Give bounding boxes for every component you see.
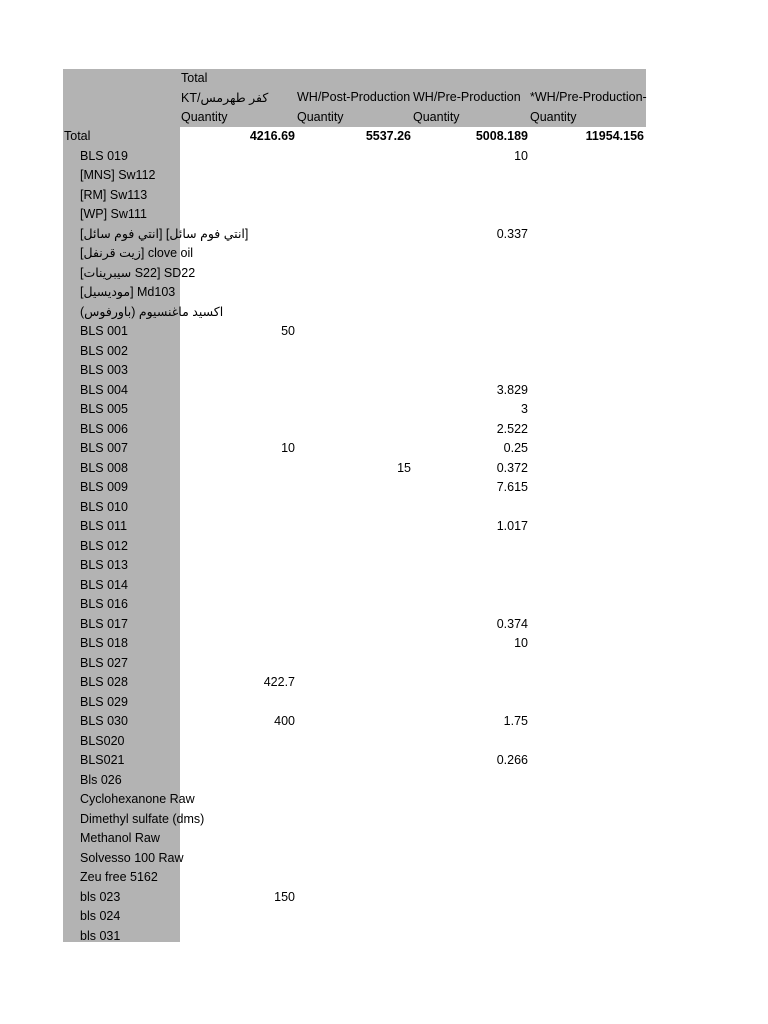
cell-col3: 0.25 xyxy=(503,441,528,455)
table-row[interactable] xyxy=(0,166,768,186)
table-row[interactable] xyxy=(0,673,768,693)
row-label: اكسيد ماغنسيوم (باورفوس) xyxy=(80,304,224,319)
row-label: BLS 010 xyxy=(80,499,128,514)
table-row[interactable] xyxy=(0,927,768,947)
table-row[interactable] xyxy=(0,361,768,381)
table-row[interactable] xyxy=(0,829,768,849)
col-header-total-kt[interactable]: Total KT/كفر طهرمس Quantity xyxy=(181,71,269,124)
row-label: Dimethyl sulfate (dms) xyxy=(80,811,205,826)
row-label: [زيت قرنفل] clove oil xyxy=(80,246,193,260)
cell-col3: 3.829 xyxy=(496,382,528,397)
cell-col3: 0.266 xyxy=(496,753,528,767)
table-row[interactable] xyxy=(0,517,768,537)
table-row[interactable] xyxy=(0,654,768,674)
row-label: BLS 014 xyxy=(80,577,128,592)
row-label: BLS 001 xyxy=(80,324,128,338)
row-label: BLS 009 xyxy=(80,480,128,494)
cell-col1: 10 xyxy=(281,441,295,455)
row-label: [WP] Sw111 xyxy=(80,207,147,221)
row-label: BLS 008 xyxy=(80,460,128,475)
table-row[interactable] xyxy=(0,264,768,284)
table-row[interactable] xyxy=(0,576,768,596)
table-row[interactable] xyxy=(0,225,768,245)
row-label: BLS 030 xyxy=(80,714,128,728)
row-label: BLS 028 xyxy=(80,675,128,689)
col-header-pre-production[interactable]: WH/Pre-Production Quantity xyxy=(413,90,521,124)
table-row[interactable] xyxy=(0,790,768,810)
row-label: BLS 005 xyxy=(80,402,128,416)
col-header-pre-production-star[interactable]: *WH/Pre-Production- Quantity xyxy=(530,90,647,124)
row-label: [موديسيل] Md103 xyxy=(80,285,176,299)
row-label: Bls 026 xyxy=(80,772,122,787)
table-row[interactable] xyxy=(0,888,768,908)
table-row[interactable] xyxy=(0,420,768,440)
row-label: bls 024 xyxy=(80,909,121,923)
cell-col3: 10 xyxy=(514,148,528,163)
cell-col1: 400 xyxy=(274,714,295,728)
row-label: BLS 003 xyxy=(80,363,128,377)
table-row[interactable] xyxy=(0,342,768,362)
cell-col3: 1.017 xyxy=(496,519,528,533)
row-label: Zeu free 5162 xyxy=(80,870,158,884)
row-label: BLS 013 xyxy=(80,558,128,572)
table-row[interactable] xyxy=(0,712,768,732)
cell-col3: 0.372 xyxy=(496,460,528,475)
table-row[interactable] xyxy=(0,147,768,167)
row-label: BLS 029 xyxy=(80,694,128,709)
row-label: BLS 004 xyxy=(80,382,128,397)
table-row[interactable] xyxy=(0,771,768,791)
cell-col3: 10 xyxy=(514,636,528,650)
cell-col3: 0.374 xyxy=(496,616,528,631)
row-label: BLS020 xyxy=(80,733,125,748)
table-row[interactable] xyxy=(0,868,768,888)
row-label: bls 031 xyxy=(80,928,121,943)
cell-col1: 50 xyxy=(281,324,295,338)
table-row[interactable] xyxy=(0,693,768,713)
total-col4: 11954.156 xyxy=(585,129,644,143)
row-label: [RM] Sw113 xyxy=(80,187,148,202)
row-label: BLS 017 xyxy=(80,616,128,631)
row-label: BLS 018 xyxy=(80,636,128,650)
table-row[interactable] xyxy=(0,322,768,342)
total-col3: 5008.189 xyxy=(475,129,528,143)
row-label: BLS 006 xyxy=(80,421,128,436)
table-row[interactable] xyxy=(0,381,768,401)
table-row[interactable] xyxy=(0,556,768,576)
table-row[interactable] xyxy=(0,537,768,557)
row-label: [سيبرينات S22] SD22 xyxy=(80,265,196,280)
cell-col1: 150 xyxy=(274,889,295,904)
row-label: [انتي فوم سائل] [انتي فوم سائل] xyxy=(80,226,249,241)
row-label: BLS021 xyxy=(80,753,125,767)
cell-col3: 0.337 xyxy=(496,226,528,241)
table-row[interactable] xyxy=(0,459,768,479)
cell-col3: 3 xyxy=(521,402,528,416)
table-row[interactable] xyxy=(0,303,768,323)
total-row[interactable] xyxy=(0,127,768,147)
table-row[interactable] xyxy=(0,751,768,771)
table-row[interactable] xyxy=(0,478,768,498)
row-label: [MNS] Sw112 xyxy=(80,168,156,182)
cell-col3: 1.75 xyxy=(503,714,528,728)
row-label: BLS 007 xyxy=(80,441,128,455)
row-label: BLS 016 xyxy=(80,597,128,611)
table-row[interactable] xyxy=(0,810,768,830)
total-col2: 5537.26 xyxy=(365,129,411,143)
table-row[interactable] xyxy=(0,732,768,752)
table-row[interactable] xyxy=(0,615,768,635)
row-label: bls 023 xyxy=(80,889,121,904)
col-header-post-production[interactable]: WH/Post-Production Quantity xyxy=(297,90,411,124)
total-label: Total xyxy=(64,129,91,143)
row-label: Cyclohexanone Raw xyxy=(80,792,195,806)
row-label: Methanol Raw xyxy=(80,831,160,845)
table-row[interactable] xyxy=(0,283,768,303)
row-label: BLS 002 xyxy=(80,343,128,358)
row-label: BLS 027 xyxy=(80,655,128,670)
table-row[interactable] xyxy=(0,186,768,206)
table-row[interactable] xyxy=(0,634,768,654)
cell-col3: 7.615 xyxy=(496,480,528,494)
row-label: BLS 012 xyxy=(80,538,128,553)
row-label: BLS 011 xyxy=(80,519,128,533)
table-row[interactable] xyxy=(0,205,768,225)
table-row[interactable] xyxy=(0,244,768,264)
cell-col1: 422.7 xyxy=(263,675,295,689)
row-label: BLS 019 xyxy=(80,148,128,163)
table-row[interactable] xyxy=(0,907,768,927)
cell-col3: 2.522 xyxy=(496,421,528,436)
table-row[interactable] xyxy=(0,400,768,420)
table-row[interactable] xyxy=(0,595,768,615)
total-col1: 4216.69 xyxy=(249,129,295,143)
table-row[interactable] xyxy=(0,498,768,518)
table-row[interactable] xyxy=(0,849,768,869)
row-label: Solvesso 100 Raw xyxy=(80,850,184,865)
table-row[interactable] xyxy=(0,439,768,459)
cell-col2: 15 xyxy=(397,460,411,475)
